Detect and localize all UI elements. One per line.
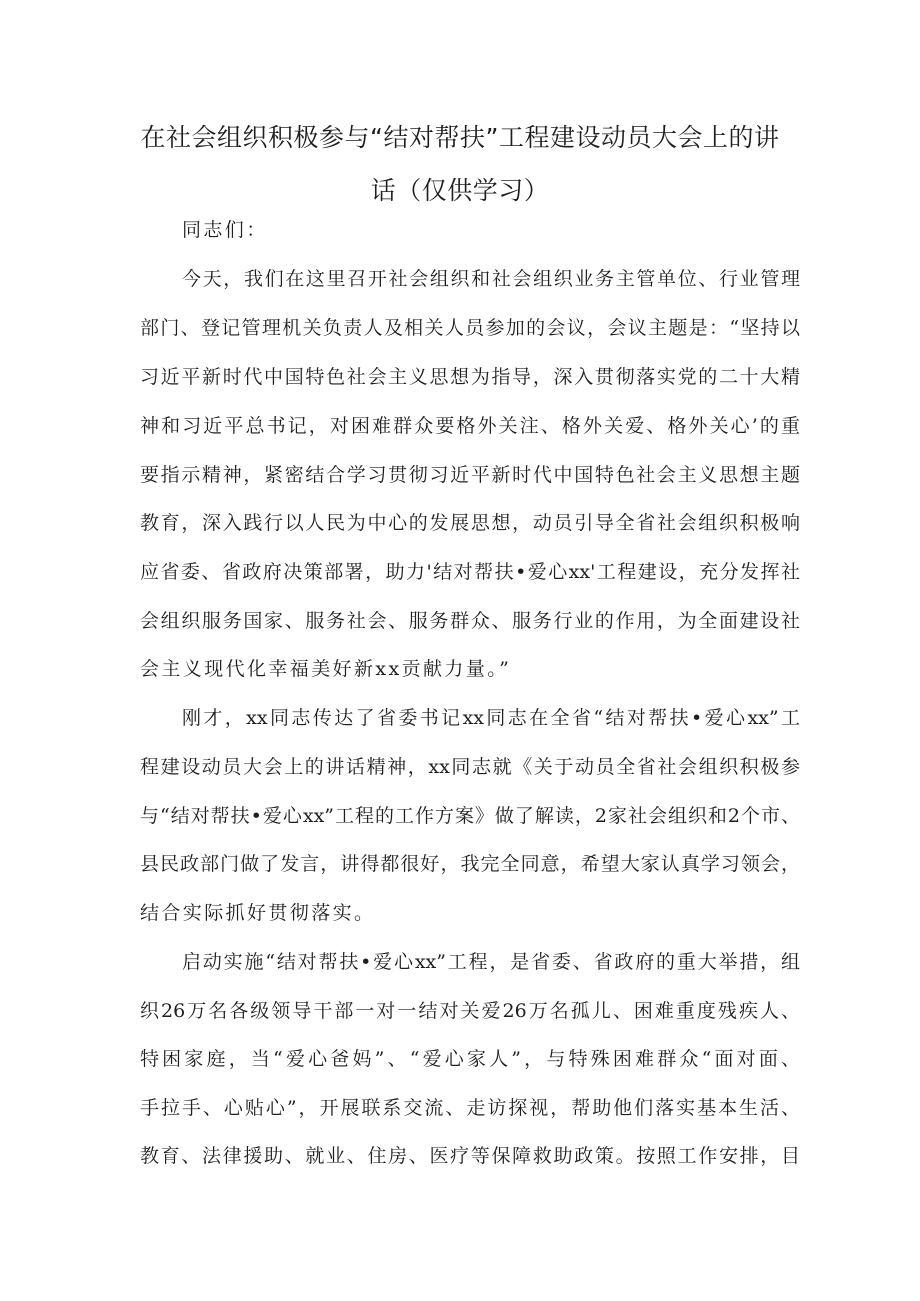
paragraph-2-line: 刚才，xx同志传达了省委书记xx同志在全省“结对帮扶•爱心xx”工 — [182, 707, 800, 729]
paragraph-1-line: 应省委、省政府决策部署，助力'结对帮扶•爱心xx'工程建设，充分发挥社 — [140, 561, 800, 583]
salutation: 同志们： — [182, 219, 268, 241]
paragraph-1-line: 今天，我们在这里召开社会组织和社会组织业务主管单位、行业管理 — [182, 268, 800, 290]
paragraph-1-line: 神和习近平总书记，对困难群众要格外关注、格外关爱、格外关心’的重 — [140, 415, 800, 437]
paragraph-2-line: 结合实际抓好贯彻落实。 — [140, 902, 376, 924]
paragraph-3-line: 教育、法律援助、就业、住房、医疗等保障救助政策。按照工作安排，目 — [140, 1145, 800, 1167]
paragraph-1-line: 会组织服务国家、服务社会、服务群众、服务行业的作用，为全面建设社 — [140, 610, 800, 632]
paragraph-3-line: 启动实施“结对帮扶•爱心xx”工程，是省委、省政府的重大举措，组 — [182, 951, 800, 973]
document-title-line-2: 话（仅供学习） — [370, 176, 550, 205]
paragraph-2-line: 程建设动员大会上的讲话精神，xx同志就《关于动员全省社会组织积极参 — [140, 756, 800, 778]
paragraph-1-line: 教育，深入践行以人民为中心的发展思想，动员引导全省社会组织积极响 — [140, 512, 800, 534]
paragraph-3-line: 特困家庭，当“爱心爸妈”、“爱心家人”，与特殊困难群众“面对面、 — [140, 1048, 800, 1070]
paragraph-3-line: 手拉手、心贴心”，开展联系交流、走访探视，帮助他们落实基本生活、 — [140, 1097, 800, 1119]
paragraph-1-line: 会主义现代化幸福美好新xx贡献力量。” — [140, 658, 512, 680]
paragraph-1-line: 要指示精神，紧密结合学习贯彻习近平新时代中国特色社会主义思想主题 — [140, 464, 800, 486]
paragraph-1-line: 习近平新时代中国特色社会主义思想为指导，深入贯彻落实党的二十大精 — [140, 366, 800, 388]
paragraph-1-line: 部门、登记管理机关负责人及相关人员参加的会议，会议主题是：“坚持以 — [140, 317, 800, 339]
document-title-line-1: 在社会组织积极参与“结对帮扶”工程建设动员大会上的讲 — [140, 123, 780, 152]
paragraph-2-line: 与“结对帮扶•爱心xx”工程的工作方案》做了解读，2家社会组织和2个市、 — [140, 805, 800, 827]
paragraph-2-line: 县民政部门做了发言，讲得都很好，我完全同意，希望大家认真学习领会， — [140, 853, 800, 875]
paragraph-3-line: 织26万名各级领导干部一对一结对关爱26万名孤儿、困难重度残疾人、 — [140, 1000, 800, 1022]
